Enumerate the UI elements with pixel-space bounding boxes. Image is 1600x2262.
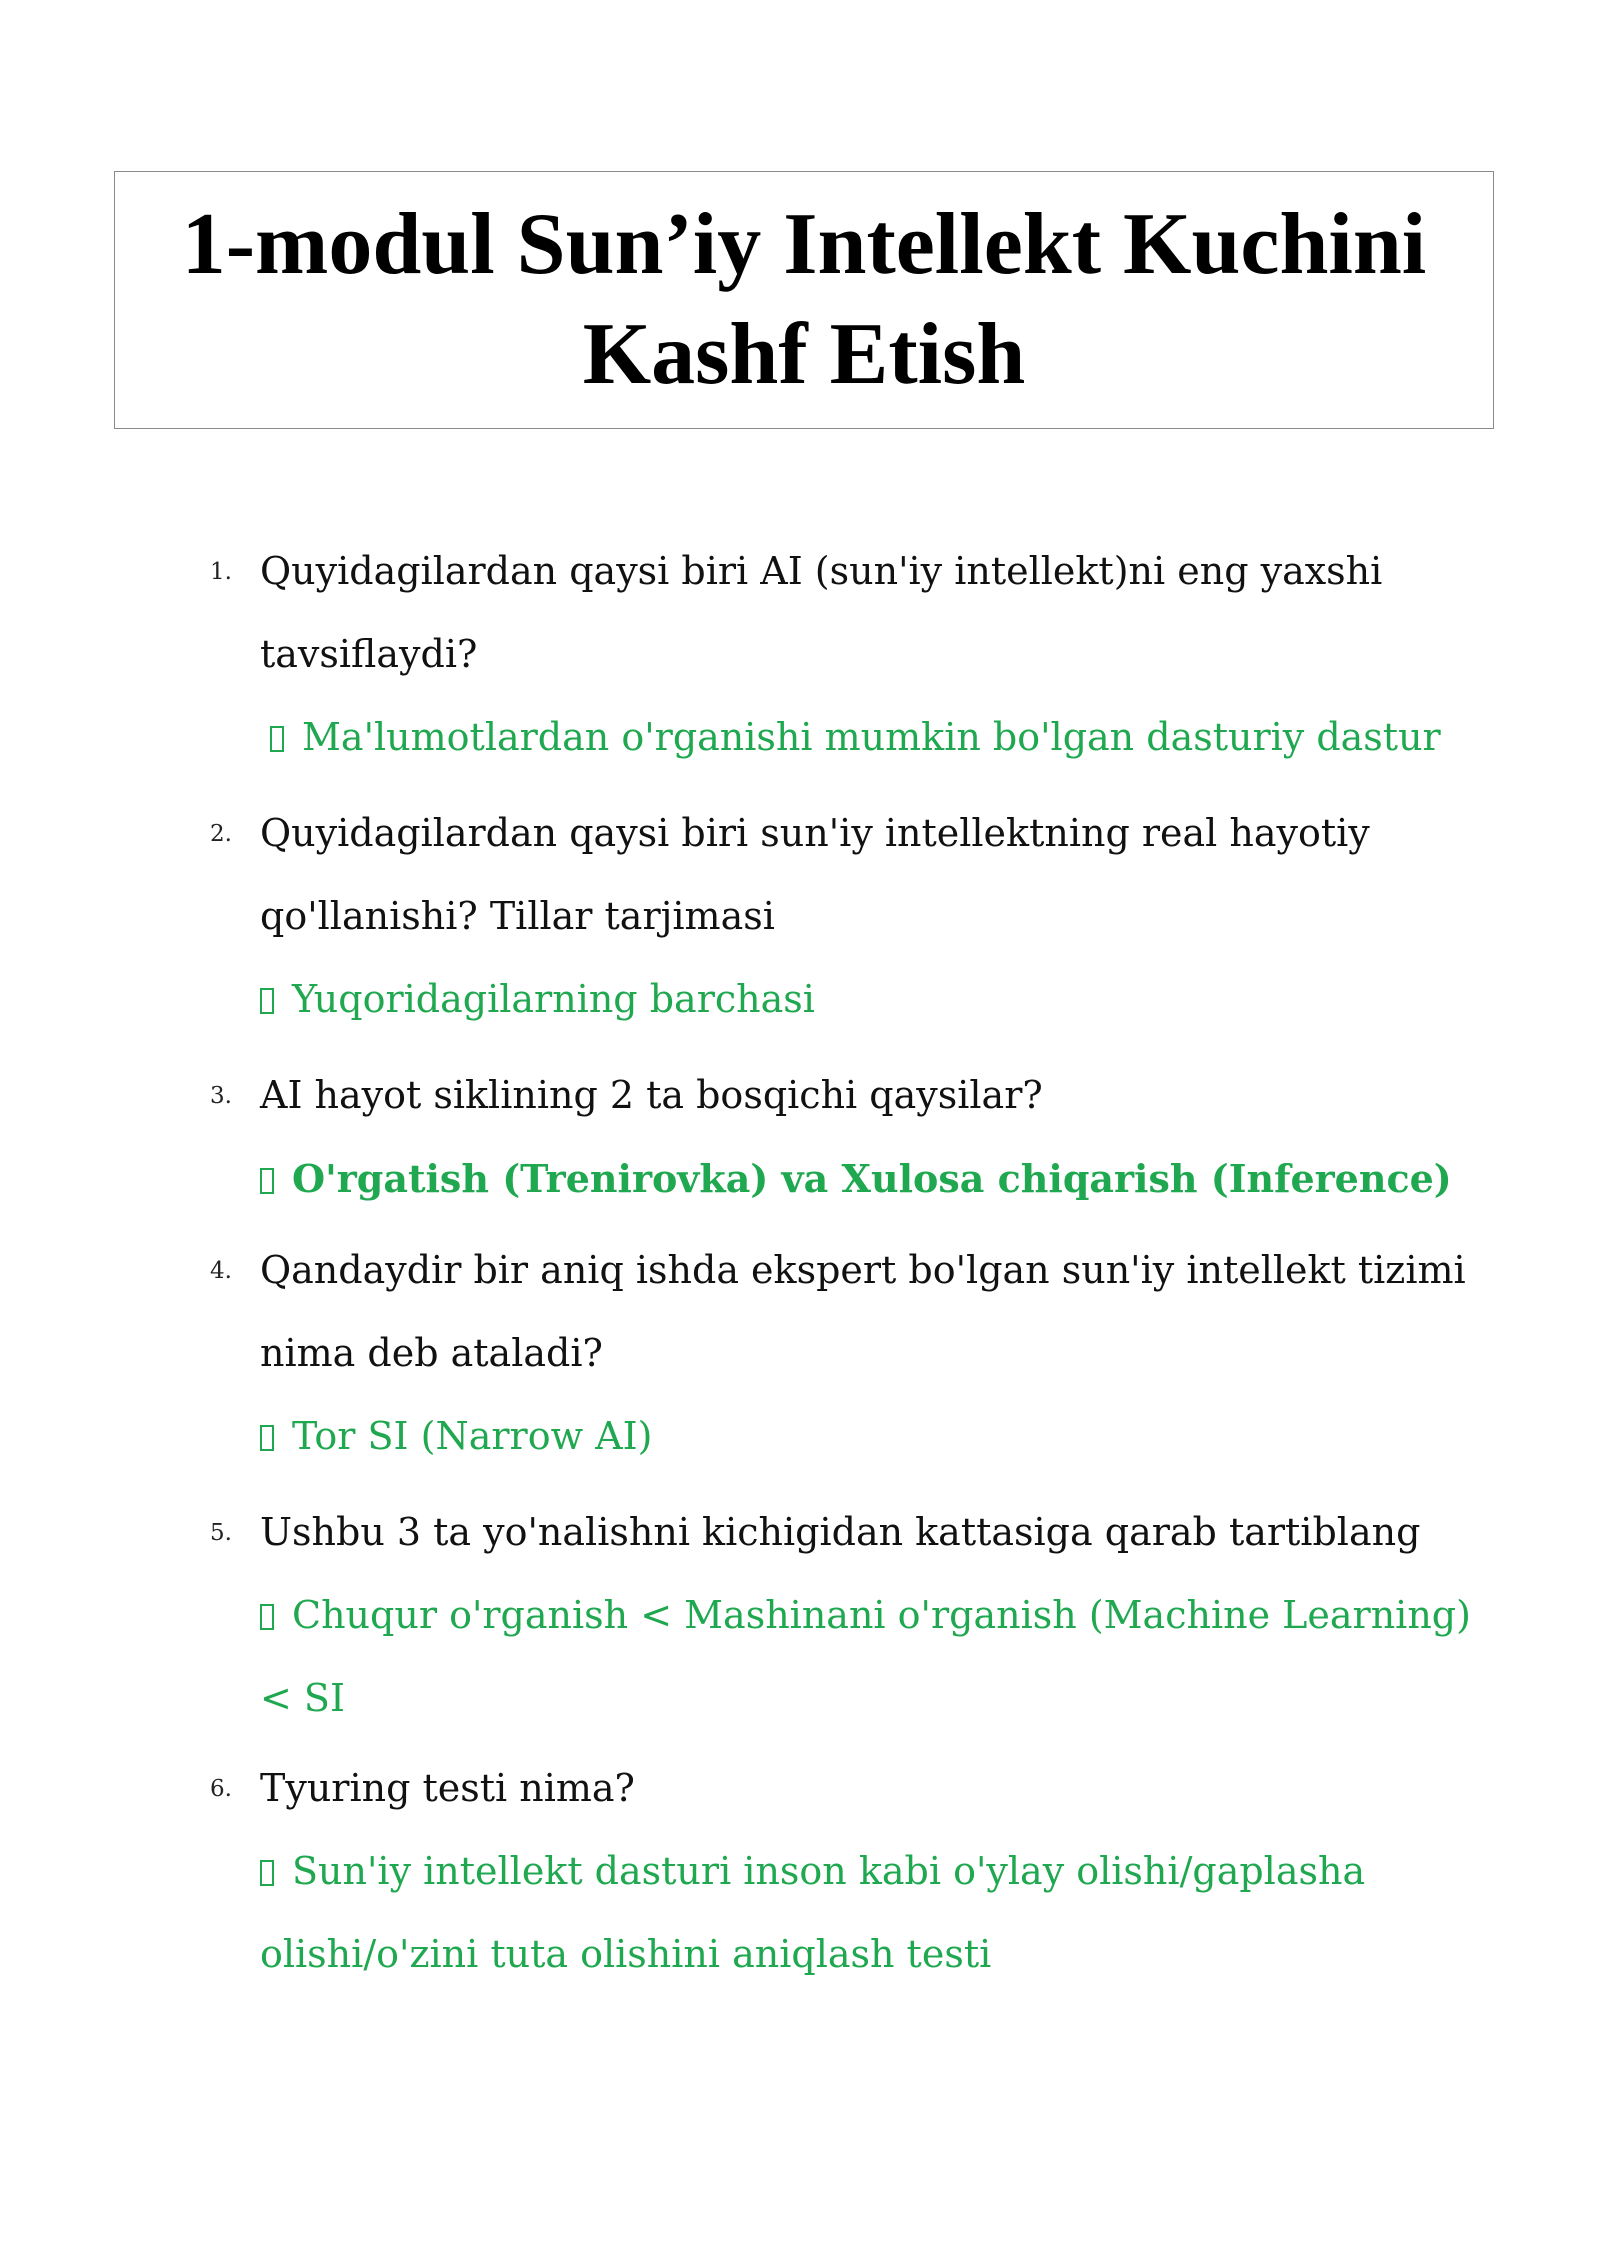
question-item bbox=[0, 792, 1600, 1054]
checkbox-icon bbox=[270, 726, 284, 752]
page-title-line-1: 1-modul Sun’iy Intellekt Kuchini bbox=[181, 196, 1427, 293]
answer-label: Tor SI (Narrow AI) bbox=[292, 1414, 653, 1458]
checkbox-icon bbox=[260, 1168, 274, 1194]
question-number: 1. bbox=[210, 559, 232, 585]
question-text: AI hayot siklining 2 ta bosqichi qaysilar? bbox=[260, 1073, 1043, 1117]
answer-label: Chuqur o'rganish < Mashinani o'rganish (Machine Learning) < SI bbox=[260, 1593, 1471, 1720]
answer-label: Ma'lumotlardan o'rganishi mumkin bo'lgan dasturiy dastur bbox=[302, 715, 1441, 759]
question-text: Tyuring testi nima? bbox=[260, 1766, 635, 1810]
question-number: 6. bbox=[210, 1776, 232, 1802]
question-item bbox=[0, 1054, 1600, 1229]
question-item bbox=[0, 1229, 1600, 1491]
question-number: 5. bbox=[210, 1520, 232, 1546]
question-number: 4. bbox=[210, 1258, 232, 1284]
answer-text bbox=[260, 696, 1490, 779]
answer-label: Yuqoridagilarning barchasi bbox=[292, 977, 815, 1021]
checkbox-icon bbox=[260, 1425, 274, 1451]
answer-text bbox=[260, 1137, 1480, 1220]
question-text: Ushbu 3 ta yo'nalishni kichigidan kattasiga qarab tartiblang bbox=[260, 1510, 1421, 1554]
answer-label: Sun'iy intellekt dasturi inson kabi o'ylay olishi/gaplasha olishi/o'zini tuta olishini aniqlash testi bbox=[260, 1849, 1366, 1976]
checkbox-icon bbox=[260, 1604, 274, 1630]
question-text: Quyidagilardan qaysi biri AI (sun'iy intellekt)ni eng yaxshi tavsiflaydi? bbox=[260, 549, 1383, 676]
checkbox-icon bbox=[260, 988, 274, 1014]
answer-text bbox=[260, 1395, 1480, 1478]
answer-text bbox=[260, 958, 1480, 1041]
page-title-line-2: Kashf Etish bbox=[582, 306, 1026, 403]
page-title bbox=[182, 190, 1427, 410]
question-item bbox=[0, 530, 1600, 792]
answer-text bbox=[260, 1830, 1420, 1996]
question-number: 3. bbox=[210, 1083, 232, 1109]
question-text: Qandaydir bir aniq ishda ekspert bo'lgan sun'iy intellekt tizimi nima deb ataladi? bbox=[260, 1248, 1466, 1375]
checkbox-icon bbox=[260, 1860, 274, 1886]
answer-label: O'rgatish (Trenirovka) va Xulosa chiqarish (Inference) bbox=[292, 1156, 1452, 1201]
question-list bbox=[0, 530, 1600, 1996]
question-item bbox=[0, 1491, 1600, 1747]
answer-text bbox=[260, 1574, 1490, 1740]
title-box bbox=[114, 171, 1494, 429]
question-text: Quyidagilardan qaysi biri sun'iy intellektning real hayotiy qo'llanishi? Tillar tarjimasi bbox=[260, 811, 1370, 938]
question-item bbox=[0, 1747, 1600, 1996]
question-number: 2. bbox=[210, 821, 232, 847]
